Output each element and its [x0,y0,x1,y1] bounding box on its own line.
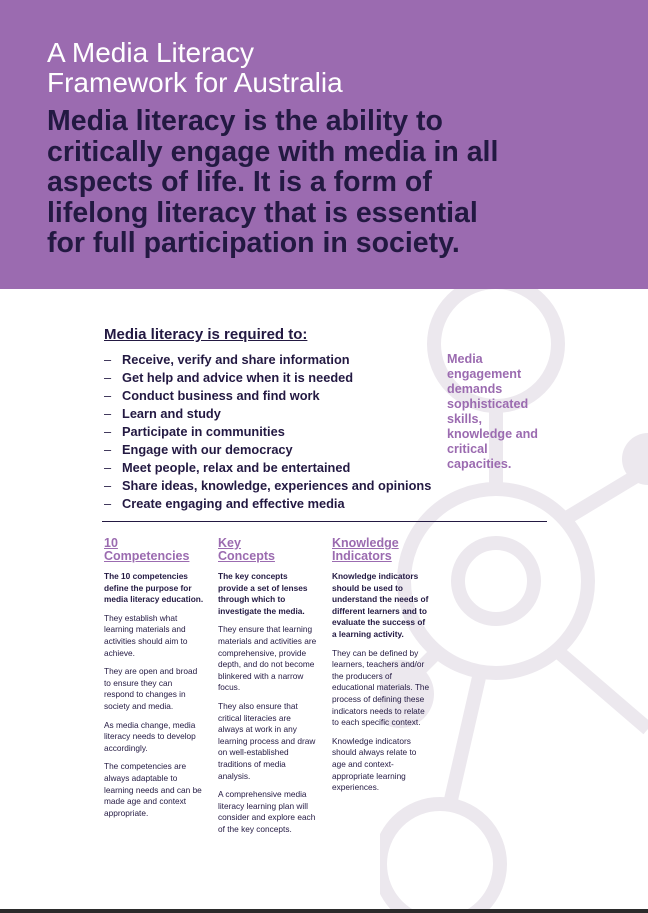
dash-marker: – [104,496,112,511]
dash-marker: – [104,370,112,385]
column-paragraph: They are open and broad to ensure they can respond to changes in society and media. [104,666,198,711]
column-paragraph: They can be defined by learners, teachers and/or the producers of educational materials. The process of defining these indicators needs to relate to each specific context. [332,647,430,728]
column-paragraph: As media change, media literacy needs to develop accordingly. [104,719,196,753]
title-line-1: A Media Literacy [47,37,254,68]
column-paragraph: The competencies are always adaptable to learning needs and can be made age and context appropriate. [104,761,202,818]
list-item: – Meet people, relax and be entertained [104,460,351,475]
header-banner [0,0,648,289]
column-paragraph: They ensure that learning materials and activities are comprehensive, provide depth, and do not become blinkered with a narrow focus. [218,624,317,693]
bottom-edge-bar [0,909,648,913]
column-paragraph: They also ensure that critical literacies are always at work in any learning process and draw on well-established traditions of media analysis. [218,700,316,781]
title-line-2: Framework for Australia [47,67,343,98]
pull-quote: Media engagement demands sophisticated skills, knowledge and critical capacities. [447,352,538,471]
tagline: Media literacy is the ability to critically engage with media in all aspects of life. It is a form of lifelong literacy that is essential for full participation in society. [47,105,499,259]
dash-marker: – [104,406,112,421]
column-lead: The 10 competencies define the purpose for media literacy education. [104,571,204,605]
column-paragraph: A comprehensive media literacy learning plan will consider and explore each of the key concepts. [218,789,316,834]
list-item: – Share ideas, knowledge, experiences and opinions [104,478,432,493]
page-title [47,38,467,98]
list-item: – Learn and study [104,406,221,421]
list-item: – Receive, verify and share information [104,352,350,367]
list-item: – Participate in communities [104,424,285,439]
column-heading: 10 Competencies [104,536,190,563]
dash-marker: – [104,388,112,403]
column-lead: The key concepts provide a set of lenses through which to investigate the media. [218,571,308,616]
column-heading: Knowledge Indicators [332,536,399,563]
column-paragraph: Knowledge indicators should always relate to age and context-appropriate learning experiences. [332,735,417,793]
list-item: – Engage with our democracy [104,442,293,457]
dash-marker: – [104,424,112,439]
required-heading: Media literacy is required to: [104,326,308,343]
column-paragraph: They establish what learning materials and activities should aim to achieve. [104,612,188,658]
dash-marker: – [104,352,112,367]
column-knowledge-indicators [332,537,432,801]
list-item: – Conduct business and find work [104,388,320,403]
list-item: – Get help and advice when it is needed [104,370,354,385]
divider [102,521,547,522]
column-heading: Key Concepts [218,536,275,563]
list-item: – Create engaging and effective media [104,496,345,511]
dash-marker: – [104,478,112,493]
column-lead: Knowledge indicators should be used to understand the needs of different learners and to evaluate the success of a learning activity. [332,571,429,639]
column-key-concepts [218,537,318,842]
required-list [104,351,431,513]
dash-marker: – [104,442,112,457]
dash-marker: – [104,460,112,475]
column-competencies [104,537,204,826]
